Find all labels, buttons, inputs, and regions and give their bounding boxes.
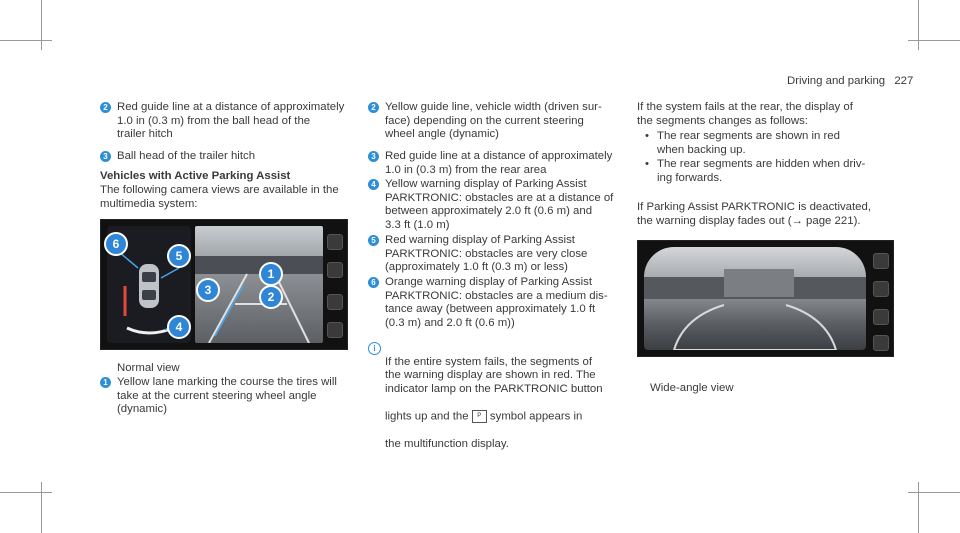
callout-number: 1 (100, 377, 111, 388)
list-item (100, 150, 362, 164)
page-number: 227 (894, 75, 914, 87)
wide-camera-graphic (644, 247, 866, 350)
list-item (368, 178, 630, 232)
note-text: the multifunction display. (385, 437, 509, 450)
crop-mark (918, 0, 919, 50)
settings-button[interactable] (873, 281, 889, 297)
list-item (368, 101, 630, 142)
callout-number: 3 (368, 151, 379, 162)
callout-number: 5 (368, 235, 379, 246)
camera-button[interactable] (327, 234, 343, 250)
item-text: Yellow lane marking the course the tires will take at the current steering wheel angle (dynamic) (117, 376, 337, 416)
crop-mark (0, 492, 52, 493)
parktronic-symbol-icon: P (472, 410, 487, 423)
figure-marker: 4 (167, 315, 191, 339)
bullet-item (645, 130, 907, 157)
figure-marker: 6 (104, 232, 128, 256)
item-text: Red warning display of Parking Assist PARKTRONIC: obstacles are very close (approximately 1.0 ft (0.3 m) or less) (385, 234, 588, 274)
list-item (368, 276, 630, 330)
camera-button[interactable] (873, 253, 889, 269)
note (368, 342, 630, 451)
list-item (368, 150, 630, 177)
bullet-text: The rear segments are shown in red when backing up. (657, 130, 840, 156)
item-text: Orange warning display of Parking Assist PARKTRONIC: obstacles are a medium dis- tance away (between approximately 1.0 ft (0.3 m) and 2.0 ft (0.6 m)) (385, 276, 608, 329)
list-item (368, 234, 630, 275)
item-text: Red guide line at a distance of approximately 1.0 in (0.3 m) from the ball head of the trailer hitch (117, 101, 345, 141)
bullet-icon: • (645, 158, 649, 170)
crop-mark (41, 0, 42, 50)
paragraph: If the system fails at the rear, the display of the segments changes as follows: (637, 101, 853, 127)
paragraph-text: page 221). (802, 214, 861, 227)
bullet-icon: • (645, 130, 649, 142)
list-item (100, 376, 362, 417)
crop-mark (908, 492, 960, 493)
view-button[interactable] (873, 309, 889, 325)
item-text: Ball head of the trailer hitch (117, 150, 256, 162)
intro-text: The following camera views are available in the multimedia system: (100, 184, 339, 210)
figure-marker: 5 (167, 244, 191, 268)
settings-button[interactable] (327, 262, 343, 278)
item-text: Yellow guide line, vehicle width (driven sur- face) depending on the current steering wheel angle (dynamic) (385, 101, 602, 141)
running-header (787, 75, 937, 89)
crop-mark (41, 482, 42, 533)
info-icon: i (368, 342, 381, 355)
callout-number: 2 (100, 102, 111, 113)
item-text: Red guide line at a distance of approximately 1.0 in (0.3 m) from the rear area (385, 150, 613, 176)
paragraph-text: If Parking Assist PARKTRONIC is deactivated, the warning display fades out ( (637, 201, 872, 227)
list-item (100, 101, 362, 142)
callout-number: 6 (368, 277, 379, 288)
callout-number: 3 (100, 151, 111, 162)
crop-mark (908, 40, 960, 41)
section-title: Driving and parking (787, 75, 886, 87)
crop-mark (918, 482, 919, 533)
note-text: lights up and the (385, 410, 472, 423)
view-button[interactable] (327, 294, 343, 310)
callout-number: 4 (368, 179, 379, 190)
parking-button[interactable] (873, 335, 889, 351)
figure-marker: 3 (196, 278, 220, 302)
figure-caption: Wide-angle view (650, 382, 734, 394)
wide-angle-view-figure (637, 240, 894, 357)
wide-camera-panel (644, 247, 866, 350)
item-text: Yellow warning display of Parking Assist PARKTRONIC: obstacles are at a distance of between approximately 2.0 ft (0.6 m) and 3.3 ft (1.0 m) (385, 178, 614, 231)
section-heading: Vehicles with Active Parking Assist (100, 170, 291, 182)
figure-marker: 1 (259, 262, 283, 286)
note-text: If the entire system fails, the segments of the warning display are shown in red. The indicator lamp on the PARKTRONIC button (385, 355, 603, 395)
figure-marker: 2 (259, 285, 283, 309)
figure-caption: Normal view (117, 362, 180, 374)
note-text: symbol appears in (486, 410, 583, 423)
paragraph (637, 201, 912, 228)
bullet-item (645, 158, 907, 185)
bullet-text: The rear segments are hidden when driv- ing forwards. (657, 158, 866, 184)
callout-number: 2 (368, 102, 379, 113)
arrow-icon: → (791, 214, 803, 227)
normal-view-figure (100, 219, 348, 350)
parking-button[interactable] (327, 322, 343, 338)
crop-mark (0, 40, 52, 41)
